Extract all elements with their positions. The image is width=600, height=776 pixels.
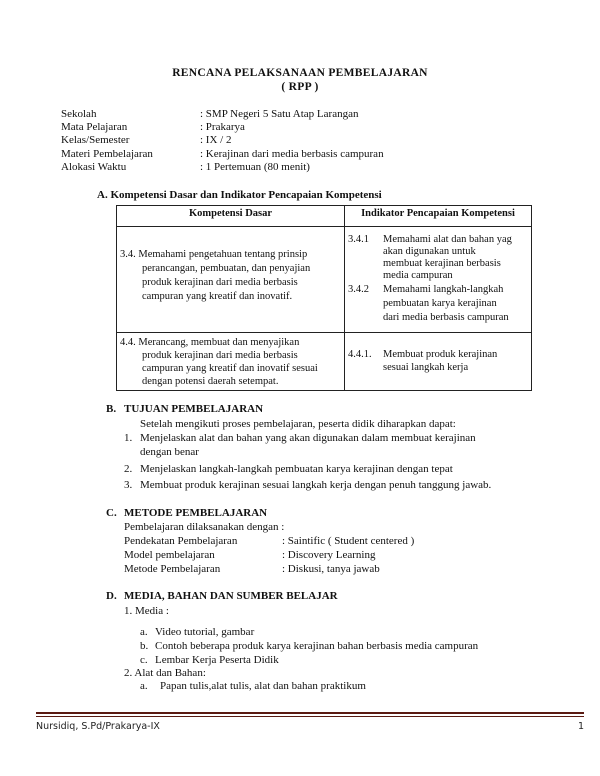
goal-number: 3. bbox=[124, 479, 133, 491]
identity-label: Alokasi Waktu bbox=[61, 161, 127, 173]
section-c-letter: C. bbox=[106, 507, 117, 519]
identity-value: : SMP Negeri 5 Satu Atap Larangan bbox=[200, 108, 359, 120]
table-header-kd: Kompetensi Dasar bbox=[117, 206, 345, 227]
media-item: Lembar Kerja Peserta Didik bbox=[155, 654, 279, 666]
goal-line: dengan benar bbox=[140, 446, 199, 458]
indicator-line: media campuran bbox=[383, 270, 453, 281]
indicator-line: Memahami langkah-langkah bbox=[383, 284, 504, 295]
section-b-letter: B. bbox=[106, 403, 117, 415]
media-letter: c. bbox=[140, 654, 148, 666]
table-header-indicator: Indikator Pencapaian Kompetensi bbox=[345, 206, 532, 227]
indicator-number: 4.4.1. bbox=[348, 349, 372, 360]
method-label: Model pembelajaran bbox=[124, 549, 215, 561]
materials-letter: a. bbox=[140, 680, 148, 692]
kd-line: dengan potensi daerah setempat. bbox=[142, 376, 279, 387]
indicator-line: Membuat produk kerajinan bbox=[383, 349, 498, 360]
section-c-heading: METODE PEMBELAJARAN bbox=[124, 507, 268, 519]
kd-line: produk kerajinan dari media berbasis bbox=[142, 350, 298, 361]
footer-author: Nursidiq, S.Pd/Prakarya-IX bbox=[36, 721, 160, 732]
section-b-intro: Setelah mengikuti proses pembelajaran, peserta didik diharapkan dapat: bbox=[140, 418, 456, 430]
identity-label: Sekolah bbox=[61, 108, 97, 120]
identity-value: : IX / 2 bbox=[200, 134, 232, 146]
indicator-number: 3.4.1 bbox=[348, 234, 369, 245]
kd-line: produk kerajinan dari media berbasis bbox=[142, 277, 298, 288]
footer-divider-thin bbox=[36, 716, 584, 717]
materials-heading: 2. Alat dan Bahan: bbox=[124, 667, 206, 679]
materials-item: Papan tulis,alat tulis, alat dan bahan praktikum bbox=[160, 680, 366, 692]
method-label: Metode Pembelajaran bbox=[124, 563, 221, 575]
document-title: RENCANA PELAKSANAAN PEMBELAJARAN bbox=[172, 67, 428, 79]
indicator-line: Memahami alat dan bahan yag bbox=[383, 234, 512, 245]
kd-line: perancangan, pembuatan, dan penyajian bbox=[142, 263, 311, 274]
goal-line: Membuat produk kerajinan sesuai langkah kerja dengan penuh tanggung jawab. bbox=[140, 479, 492, 491]
indicator-number: 3.4.2 bbox=[348, 284, 369, 295]
kd-line: 3.4. Memahami pengetahuan tentang prinsip bbox=[120, 249, 308, 260]
media-letter: a. bbox=[140, 626, 148, 638]
media-item: Contoh beberapa produk karya kerajinan bahan berbasis media campuran bbox=[155, 640, 479, 652]
competency-table bbox=[116, 205, 532, 391]
table-cell-indicator-4-4 bbox=[345, 333, 532, 391]
media-letter: b. bbox=[140, 640, 149, 652]
section-d-letter: D. bbox=[106, 590, 117, 602]
method-value: : Discovery Learning bbox=[282, 549, 376, 561]
identity-value: : Kerajinan dari media berbasis campuran bbox=[200, 148, 384, 160]
method-value: : Diskusi, tanya jawab bbox=[282, 563, 380, 575]
table-cell-indicator-3-4 bbox=[345, 227, 532, 333]
identity-value: : Prakarya bbox=[200, 121, 245, 133]
indicator-line: akan digunakan untuk bbox=[383, 246, 476, 257]
section-c-intro: Pembelajaran dilaksanakan dengan : bbox=[124, 521, 285, 533]
kd-line: campuran yang kreatif dan inovatif. bbox=[142, 291, 293, 302]
identity-value: : 1 Pertemuan (80 menit) bbox=[200, 161, 310, 173]
identity-label: Mata Pelajaran bbox=[61, 121, 128, 133]
indicator-line: sesuai langkah kerja bbox=[383, 362, 469, 373]
goal-line: Menjelaskan alat dan bahan yang akan digunakan dalam membuat kerajinan bbox=[140, 432, 476, 444]
section-b-heading: TUJUAN PEMBELAJARAN bbox=[124, 403, 264, 415]
page-number: 1 bbox=[578, 721, 585, 732]
identity-label: Kelas/Semester bbox=[61, 134, 130, 146]
method-value: : Saintific ( Student centered ) bbox=[282, 535, 415, 547]
table-cell-kd-3-4 bbox=[117, 227, 345, 333]
goal-number: 2. bbox=[124, 463, 133, 475]
kd-line: 4.4. Merancang, membuat dan menyajikan bbox=[120, 337, 300, 348]
table-cell-kd-4-4 bbox=[117, 333, 345, 391]
section-a-heading: A. Kompetensi Dasar dan Indikator Pencapaian Kompetensi bbox=[97, 189, 382, 201]
footer-divider bbox=[36, 712, 584, 714]
method-label: Pendekatan Pembelajaran bbox=[124, 535, 238, 547]
media-heading: 1. Media : bbox=[124, 605, 169, 617]
goal-number: 1. bbox=[124, 432, 133, 444]
indicator-line: pembuatan karya kerajinan bbox=[383, 298, 497, 309]
section-d-heading: MEDIA, BAHAN DAN SUMBER BELAJAR bbox=[124, 590, 338, 602]
indicator-line: membuat kerajinan berbasis bbox=[383, 258, 501, 269]
kd-line: campuran yang kreatif dan inovatif sesuai bbox=[142, 363, 318, 374]
document-subtitle: ( RPP ) bbox=[281, 81, 319, 93]
identity-label: Materi Pembelajaran bbox=[61, 148, 153, 160]
goal-line: Menjelaskan langkah-langkah pembuatan karya kerajinan dengan tepat bbox=[140, 463, 453, 475]
media-item: Video tutorial, gambar bbox=[155, 626, 255, 638]
indicator-line: dari media berbasis campuran bbox=[383, 312, 509, 323]
